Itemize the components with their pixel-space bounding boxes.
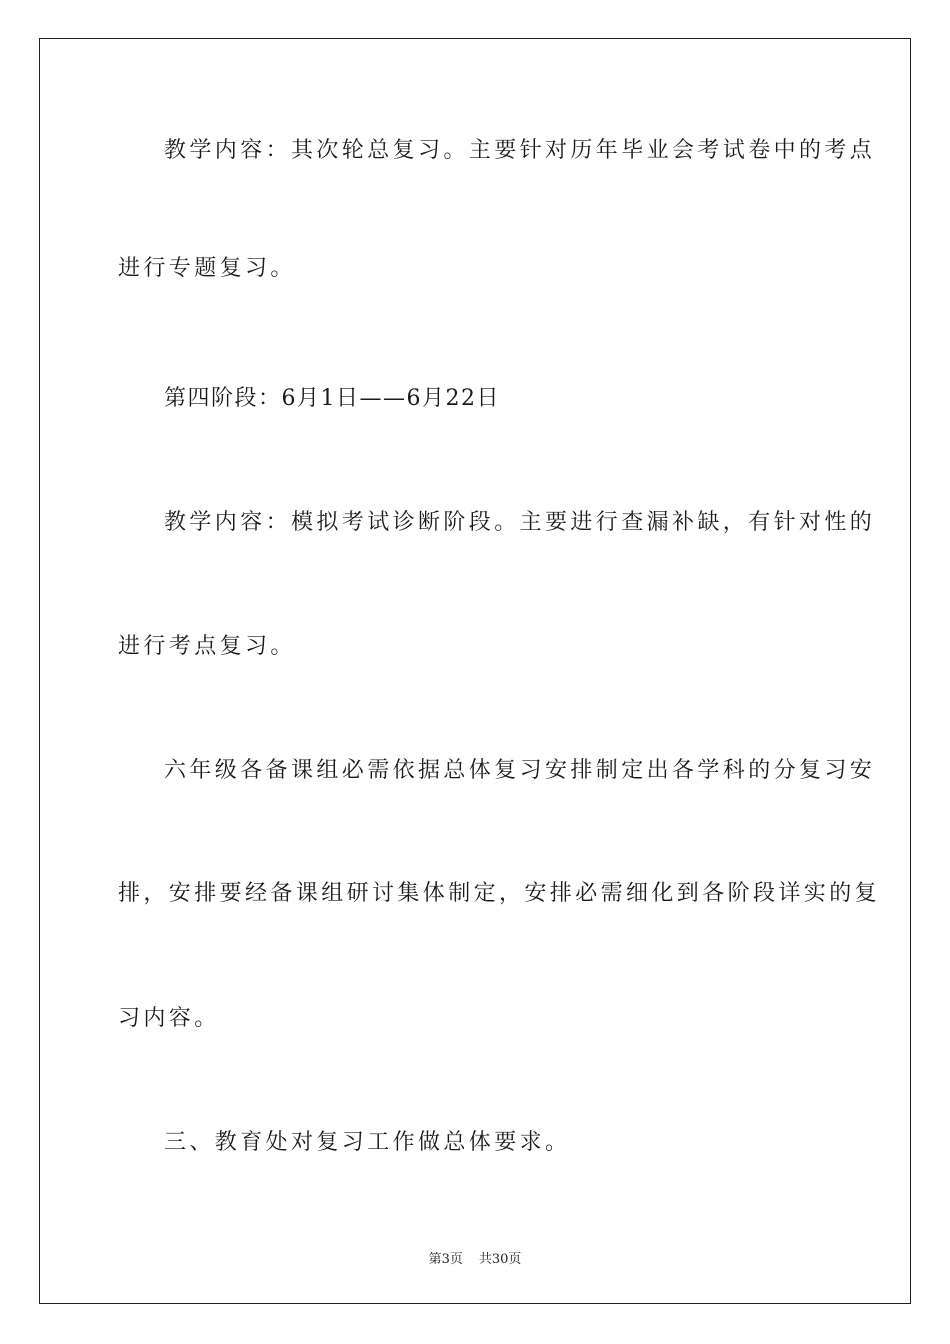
paragraph-line: 进行考点复习。 (118, 634, 296, 659)
paragraph-line: 习内容。 (118, 1006, 220, 1031)
page-border (39, 38, 911, 1304)
paragraph-line: 六年级各备课组必需依据总体复习安排制定出各学科的分复习安 (164, 758, 876, 783)
paragraph-line: 排，安排要经备课组研讨集体制定，安排必需细化到各阶段详实的复 (118, 881, 881, 906)
paragraph-line: 教学内容：其次轮总复习。主要针对历年毕业会考试卷中的考点 (164, 138, 876, 163)
paragraph-line: 教学内容：模拟考试诊断阶段。主要进行查漏补缺，有针对性的 (164, 510, 876, 535)
section-heading: 三、教育处对复习工作做总体要求。 (164, 1130, 571, 1155)
paragraph-line: 进行专题复习。 (118, 256, 296, 281)
page-total: 共30页 (478, 1252, 522, 1267)
section-heading: 第四阶段：6月1日——6月22日 (164, 386, 500, 411)
page-number: 第3页 (428, 1252, 463, 1267)
page-footer (0, 1248, 950, 1267)
